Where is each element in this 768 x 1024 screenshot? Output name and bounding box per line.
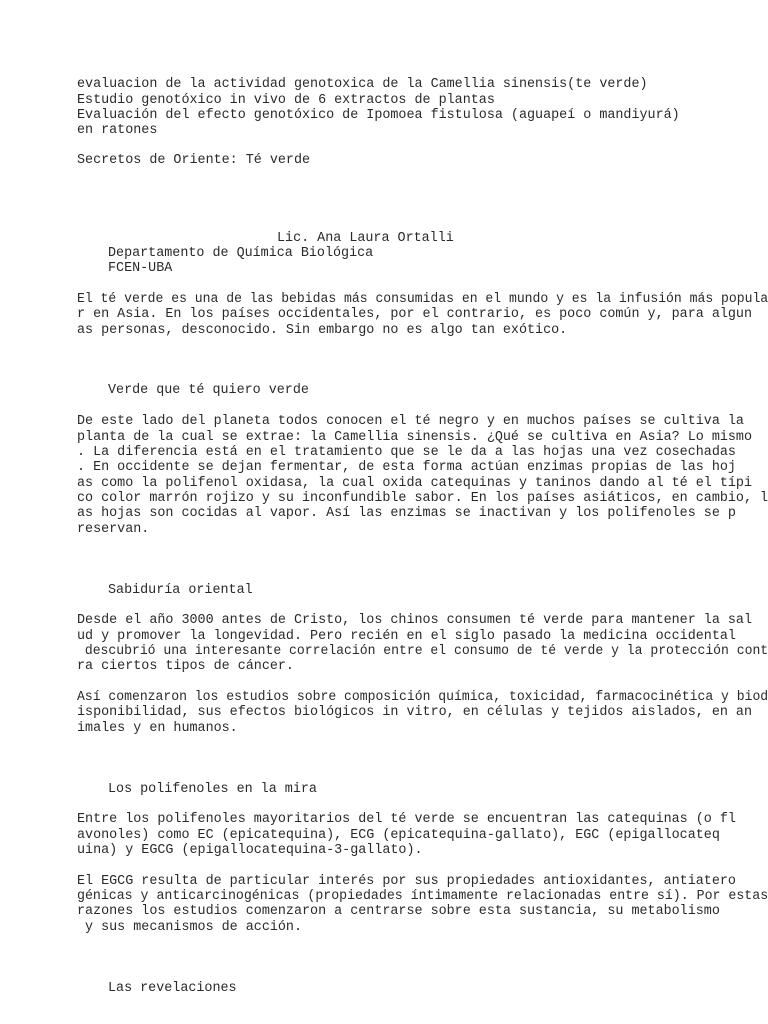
paragraph-line: génicas y anticarcinogénicas (propiedades íntimamente relacionadas entre sí). Por estas	[77, 889, 768, 904]
intro-line: r en Asia. En los países occidentales, por el contrario, es poco común y, para algun	[77, 307, 752, 322]
section-heading: Verde que té quiero verde	[108, 383, 309, 398]
paragraph-line: Entre los polifenoles mayoritarios del té verde se encuentran las catequinas (o fl	[77, 812, 736, 827]
author-name: Lic. Ana Laura Ortalli	[277, 231, 454, 246]
author-department: Departamento de Química Biológica	[108, 246, 374, 261]
author-institution: FCEN-UBA	[108, 261, 173, 276]
paragraph-line: avonoles) como EC (epicatequina), ECG (epicatequina-gallato), EGC (epigallocateq	[77, 828, 720, 843]
related-link: Evaluación del efecto genotóxico de Ipomoea fistulosa (aguapeí o mandiyurá)	[77, 108, 680, 123]
intro-line: as personas, desconocido. Sin embargo no es algo tan exótico.	[77, 323, 568, 338]
paragraph-line: as hojas son cocidas al vapor. Así las enzimas se inactivan y los polifenoles se p	[77, 506, 736, 521]
paragraph-line: ud y promover la longevidad. Pero recién en el siglo pasado la medicina occidental	[77, 629, 736, 644]
paragraph-line: as como la polifenol oxidasa, la cual oxida catequinas y taninos dando al té el típi	[77, 476, 752, 491]
related-link: en ratones	[77, 123, 158, 138]
paragraph-line: isponibilidad, sus efectos biológicos in vitro, en células y tejidos aislados, en an	[77, 705, 752, 720]
section-heading: Las revelaciones	[108, 981, 237, 996]
paragraph-line: planta de la cual se extrae: la Camellia sinensis. ¿Qué se cultiva en Asia? Lo mismo	[77, 430, 752, 445]
paragraph-line: De este lado del planeta todos conocen el té negro y en muchos países se cultiva la	[77, 414, 744, 429]
paragraph-line: ra ciertos tipos de cáncer.	[77, 659, 294, 674]
paragraph-line: Así comenzaron los estudios sobre composición química, toxicidad, farmacocinética y biod	[77, 690, 768, 705]
section-heading: Sabiduría oriental	[108, 583, 253, 598]
paragraph-line: El EGCG resulta de particular interés por sus propiedades antioxidantes, antiatero	[77, 874, 736, 889]
paragraph-line: razones los estudios comenzaron a centrarse sobre esta sustancia, su metabolismo	[77, 904, 720, 919]
paragraph-line: descubrió una interesante correlación entre el consumo de té verde y la protección cont	[77, 644, 768, 659]
paragraph-line: uina) y EGCG (epigallocatequina-3-gallato).	[77, 843, 423, 858]
paragraph-line: imales y en humanos.	[77, 721, 238, 736]
related-link: evaluacion de la actividad genotoxica de la Camellia sinensis(te verde)	[77, 77, 648, 92]
document-title: Secretos de Oriente: Té verde	[77, 153, 311, 168]
related-link: Estudio genotóxico in vivo de 6 extractos de plantas	[77, 93, 495, 108]
paragraph-line: reservan.	[77, 522, 150, 537]
paragraph-line: Desde el año 3000 antes de Cristo, los chinos consumen té verde para mantener la sal	[77, 613, 752, 628]
section-heading: Los polifenoles en la mira	[108, 782, 317, 797]
paragraph-line: y sus mecanismos de acción.	[77, 920, 302, 935]
paragraph-line: . La diferencia está en el tratamiento que se le da a las hojas una vez cosechadas	[77, 445, 736, 460]
paragraph-line: co color marrón rojizo y su inconfundible sabor. En los países asiáticos, en cambio, l	[77, 491, 768, 506]
paragraph-line: . En occidente se dejan fermentar, de esta forma actúan enzimas propias de las hoj	[77, 460, 736, 475]
intro-line: El té verde es una de las bebidas más consumidas en el mundo y es la infusión más popula	[77, 292, 768, 307]
